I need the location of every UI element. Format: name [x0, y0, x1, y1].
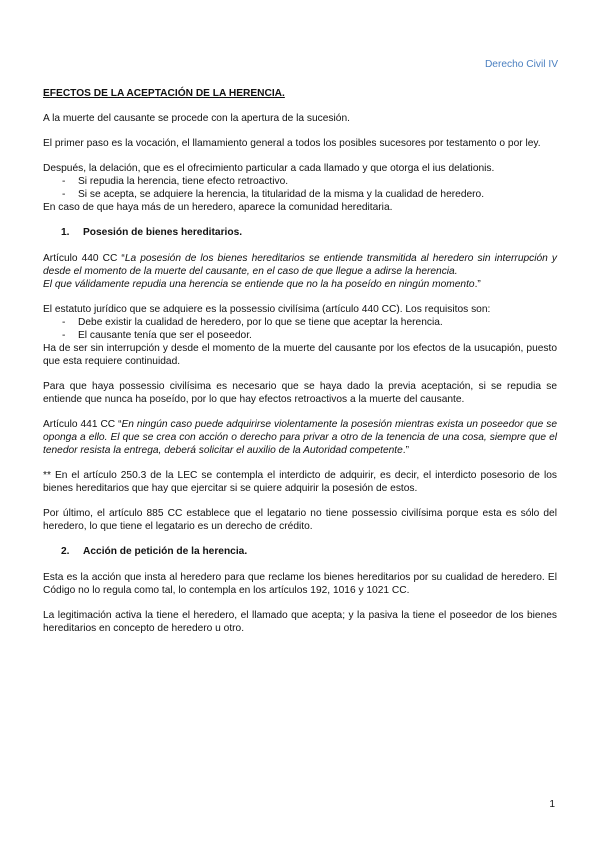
article-440-quote-2: El que válidamente repudia una herencia se entiende que no la ha poseído en ningún momento.” — [43, 279, 481, 290]
usucapion-paragraph: Ha de ser sin interrupción y desde el momento de la muerte del causante por los efectos de la usucapión, puesto que esta requiere continuidad. — [43, 343, 557, 367]
intro-paragraph-3: Después, la delación, que es el ofrecimiento particular a cada llamado y que otorga el ius delationis. — [43, 163, 495, 174]
estatuto-paragraph: El estatuto jurídico que se adquiere es la possessio civilísima (artículo 440 CC). Los requisitos son: — [43, 304, 491, 315]
section-2-paragraph-2: La legitimación activa la tiene el heredero, el llamado que acepta; y la pasiva la tiene el poseedor de los bienes hereditarios en concepto de heredero u otro. — [43, 610, 557, 634]
lec-paragraph: ** En el artículo 250.3 de la LEC se contempla el interdicto de adquirir, es decir, el interdicto posesorio de los bienes hereditarios que hay que ejercitar si se quiere adquirir la posesión de estos. — [43, 470, 557, 494]
intro-paragraph-1: A la muerte del causante se procede con la apertura de la sucesión. — [43, 113, 350, 124]
page-number: 1 — [549, 799, 555, 810]
section-1-heading: 1. Posesión de bienes hereditarios. — [61, 227, 243, 238]
list-item: - Debe existir la cualidad de heredero, por lo que se tiene que aceptar la herencia. — [43, 316, 557, 329]
page-title: EFECTOS DE LA ACEPTACIÓN DE LA HERENCIA. — [43, 88, 285, 99]
article-440-quote: Artículo 440 CC “La posesión de los bienes hereditarios se entiende transmitida al heredero sin interrupción y desde el momento de la muerte del causante, en el caso de que llegue a adirse la herencia. — [43, 253, 557, 277]
document-subject: Derecho Civil IV — [484, 59, 558, 70]
list-item: - El causante tenía que ser el poseedor. — [43, 329, 557, 342]
possessio-paragraph: Para que haya possessio civilísima es necesario que se haya dado la previa aceptación, si se repudia se entiende que nunca ha poseído, por lo que hay efectos retroactivos a la muerte del causante. — [43, 381, 557, 405]
list-item: - Si se acepta, se adquiere la herencia, la titularidad de la misma y la cualidad de heredero. — [43, 188, 557, 201]
article-885-paragraph: Por último, el artículo 885 CC establece que el legatario no tiene possessio civilísima porque esta es sólo del heredero, lo que tiene el legatario es un derecho de crédito. — [43, 508, 557, 532]
requisitos-list — [43, 316, 557, 342]
document-body — [43, 87, 557, 635]
section-2-paragraph-1: Esta es la acción que insta al heredero para que reclame los bienes hereditarios por su cualidad de heredero. El Código no lo regula como tal, lo contempla en los artículos 192, 1016 y 1021 CC. — [43, 572, 557, 596]
intro-paragraph-4: En caso de que haya más de un heredero, aparece la comunidad hereditaria. — [43, 202, 393, 213]
list-item: - Si repudia la herencia, tiene efecto retroactivo. — [43, 175, 557, 188]
delation-list — [43, 175, 557, 201]
article-441-quote: Artículo 441 CC “En ningún caso puede adquirirse violentamente la posesión mientras exista un poseedor que se oponga a ello. El que se crea con acción o derecho para privar a otro de la tenencia de una cosa, siempre que el tenedor resista la entrega, deberá solicitar el auxilio de la Autoridad competente.” — [43, 419, 557, 456]
intro-paragraph-2: El primer paso es la vocación, el llamamiento general a todos los posibles sucesores por testamento o por ley. — [43, 138, 541, 149]
section-2-heading: 2. Acción de petición de la herencia. — [61, 546, 248, 557]
